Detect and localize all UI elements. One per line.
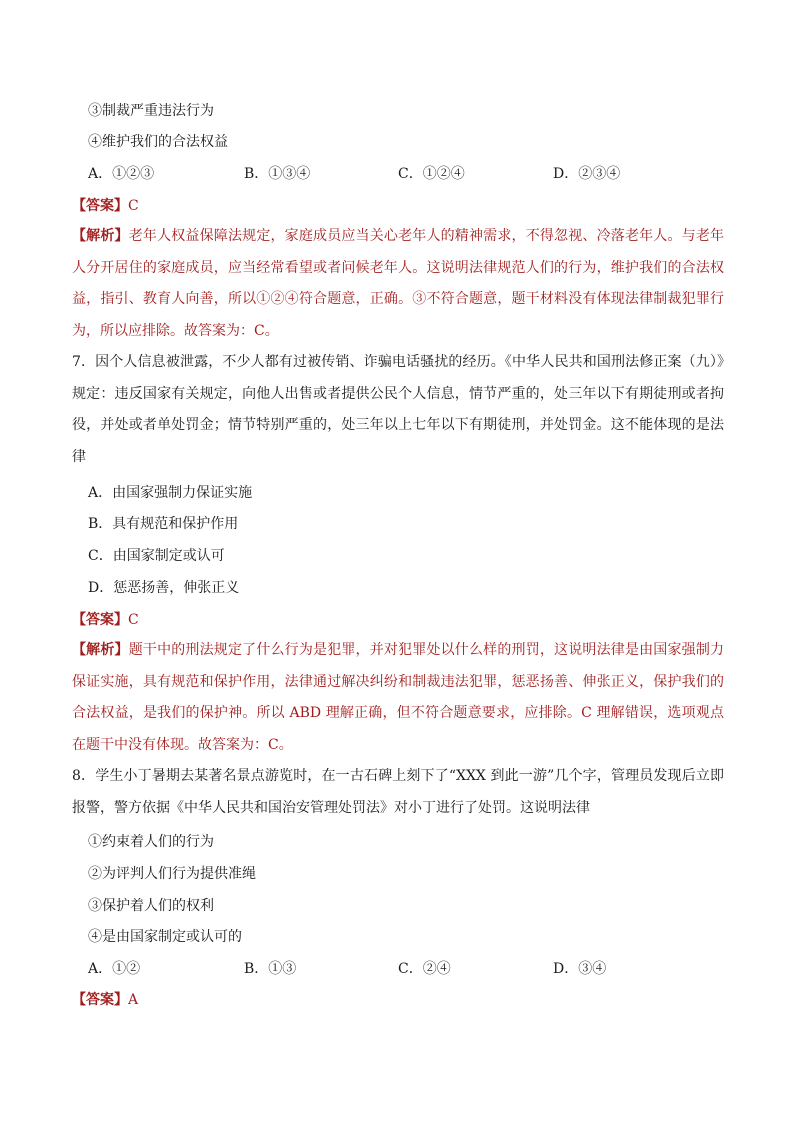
analysis-tag: 【解析】 [72,642,129,658]
q6-option-d: D．②③④ [553,166,621,182]
q7-option-c: C．由国家制定或认可 [88,548,225,564]
q8-option-b: B．①③ [244,961,297,977]
q7-analysis [72,635,724,762]
q6-option-a: A．①②③ [88,166,155,182]
answer-tag: 【答案】 [72,612,128,628]
q6-option-b: B．①③④ [244,166,311,182]
q8-statement-4: ④是由国家制定或认可的 [88,929,242,945]
q7-option-a: A．由国家强制力保证实施 [88,485,253,501]
q6-analysis [72,221,724,348]
answer-value: C [128,198,139,214]
q8-statement-1: ①约束着人们的行为 [88,834,214,850]
q8-statement-3: ③保护着人们的权利 [88,898,214,914]
q8-stem: 8．学生小丁暑期去某著名景点游览时，在一古石碑上刻下了“XXX 到此一游”几个字，管理员发现后立即报警，警方依据《中华人民共和国治安管理处罚法》对小丁进行了处罚。这说明法律 [72,768,724,816]
analysis-tag: 【解析】 [72,228,129,244]
answer-tag: 【答案】 [72,198,128,214]
q8-option-a: A．①② [88,961,141,977]
q8-answer [72,990,138,1010]
q8-option-d: D．③④ [553,961,607,977]
answer-value: C [128,612,139,628]
q8-option-c: C．②④ [398,961,451,977]
q7-option-b: B．具有规范和保护作用 [88,516,239,532]
q6-answer [72,196,139,216]
answer-value: A [128,992,139,1008]
q7-option-d: D．惩恶扬善，伸张正义 [88,580,240,596]
q6-statement-3: ③制裁严重违法行为 [88,103,214,119]
q8-statement-2: ②为评判人们行为提供准绳 [88,866,256,882]
q6-statement-4: ④维护我们的合法权益 [88,134,228,150]
q7-answer [72,610,139,630]
answer-tag: 【答案】 [72,992,128,1008]
q6-option-c: C．①②④ [398,166,465,182]
analysis-text: 题干中的刑法规定了什么行为是犯罪，并对犯罪处以什么样的刑罚，这说明法律是由国家强制力保证实施，具有规范和保护作用，法律通过解决纠纷和制裁违法犯罪，惩恶扬善、伸张正义，保护我们的合法权益，是我们的保护神。所以 ABD 理解正确，但不符合题意要求，应排除。C 理解错误，选项观点在题干中没有体现。故答案为：C。 [72,642,725,754]
q7-stem: 7．因个人信息被泄露，不少人都有过被传销、诈骗电话骚扰的经历。《中华人民共和国刑法修正案（九）》规定：违反国家有关规定，向他人出售或者提供公民个人信息，情节严重的，处三年以下有期徒刑或者拘役，并处或者单处罚金；情节特别严重的，处三年以上七年以下有期徒刑，并处罚金。这不能体现的是法律 [72,354,724,466]
analysis-text: 老年人权益保障法规定，家庭成员应当关心老年人的精神需求，不得忽视、冷落老年人。与老年人分开居住的家庭成员，应当经常看望或者问候老年人。这说明法律规范人们的行为，维护我们的合法权益，指引、教育人向善，所以①②④符合题意，正确。③不符合题意，题干材料没有体现法律制裁犯罪行为，所以应排除。故答案为：C。 [72,228,725,340]
